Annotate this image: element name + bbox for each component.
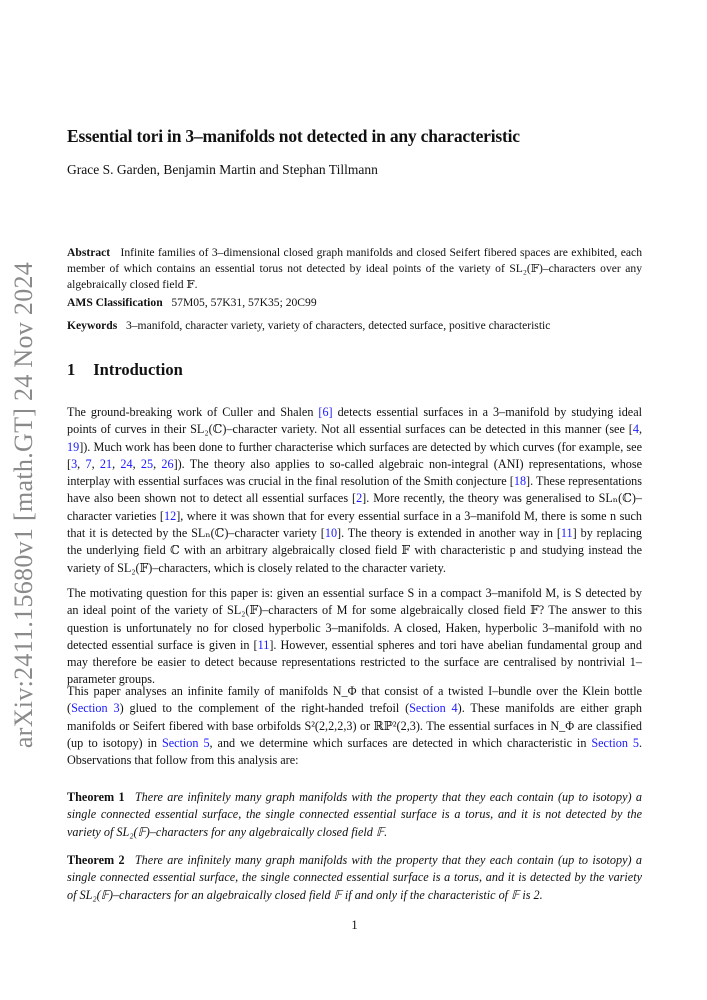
reference-link[interactable]: Section 3: [71, 701, 120, 716]
paragraph-text: ]. However, essential spheres and tori have abelian fundamental group and may therefore be easier to detect because representations restricted to the surface are centralised by nontrivial 1–parameter groups.: [67, 637, 642, 687]
reference-link[interactable]: 7: [85, 456, 92, 471]
ams-classification: [67, 295, 642, 311]
reference-link[interactable]: 18: [513, 474, 527, 489]
paragraph-text: ]. More recently, the theory was generalised to SLₙ(ℂ)–character varieties [: [67, 491, 642, 523]
paragraph-text: ) glued to the complement of the right-handed trefoil (: [119, 701, 410, 716]
reference-link[interactable]: 10: [324, 526, 338, 541]
theorem-label: Theorem 2: [67, 853, 125, 867]
ams-codes: 57M05, 57K31, 57K35; 20C99: [171, 296, 317, 309]
arxiv-stamp: [4, 261, 44, 749]
reference-link[interactable]: 3: [71, 456, 78, 471]
paragraph-text: ,: [132, 456, 141, 471]
reference-link[interactable]: 24: [120, 456, 133, 471]
reference-link[interactable]: Section 5: [591, 735, 639, 750]
reference-link[interactable]: [6]: [318, 405, 333, 419]
abstract: [67, 245, 642, 294]
paragraph-text: The motivating question for this paper is: given an essential surface S in a compact 3–manifold M, is S detected by an ideal point of the variety of SL₂(𝔽)–characters of M for some algebraically closed field 𝔽? The answer to this question is unfortunately no for closed hyperbolic 3–manifolds. A closed, Haken, hyperbolic 3–manifold with no detected essential surface is given in [: [67, 586, 642, 652]
paragraph-3: [67, 683, 642, 769]
paragraph-text: ], where it was shown that for every essential surface in a 3–manifold M, there is some n such that it is detected by the SLₙ(ℂ)–character variety [: [67, 508, 642, 541]
paragraph-text: ]. These representations have also been shown not to detect all essential surfaces [: [67, 474, 642, 506]
keywords-label: Keywords: [67, 319, 118, 332]
reference-link[interactable]: 12: [164, 508, 177, 523]
paragraph-text: ,: [77, 456, 86, 471]
paragraph-2: [67, 585, 642, 689]
paragraph-1: [67, 404, 642, 577]
section-heading: [67, 360, 183, 380]
keywords: [67, 318, 642, 334]
paragraph-text: ] by replacing the underlying field ℂ with an arbitrary algebraically closed field 𝔽 with characteristic p and studying instead the variety of SL₂(𝔽)–characters, which is closely related to the character variety.: [67, 526, 643, 575]
reference-link[interactable]: Section 4: [409, 701, 458, 716]
paragraph-text: ]. The theory is extended in another way in [: [337, 526, 561, 541]
theorem-text: There are infinitely many graph manifolds with the property that they each contain (up to isotopy) a single connected essential surface, the single connected essential surface is a torus, and it is detected by the variety of SL₂(𝔽)–characters for an algebraically closed field 𝔽 if and only if the characteristic of 𝔽 is 2.: [67, 853, 643, 902]
theorem-text: There are infinitely many graph manifolds with the property that they each contain (up to isotopy) a single connected essential surface, the single connected essential surface is a torus, and it is not detected by the variety of SL₂(𝔽)–characters for any algebraically closed field 𝔽.: [67, 790, 643, 839]
paragraph-text: ]). The theory also applies to so-called algebraic non-integral (ANI) representations, whose interplay with essential surfaces was crucial in the final resolution of the Smith conjecture [: [67, 456, 643, 489]
reference-link[interactable]: 4: [632, 422, 639, 437]
paper-authors: Grace S. Garden, Benjamin Martin and Stephan Tillmann: [67, 162, 378, 177]
reference-link[interactable]: Section 5: [161, 735, 210, 750]
reference-link[interactable]: 26: [161, 456, 174, 471]
reference-link[interactable]: 19: [67, 439, 80, 454]
ams-label: AMS Classification: [67, 296, 163, 309]
page-number: 1: [351, 918, 358, 932]
paragraph-text: ,: [153, 456, 162, 471]
reference-link[interactable]: 11: [257, 637, 270, 652]
section-number: 1: [67, 360, 76, 379]
keywords-text: 3–manifold, character variety, variety of characters, detected surface, positive characteristic: [125, 319, 551, 332]
paragraph-text: This paper analyses an infinite family of manifolds N_Φ that consist of a twisted I–bundle over the Klein bottle (: [67, 684, 642, 716]
reference-link[interactable]: 2: [356, 491, 363, 506]
abstract-text: Infinite families of 3–dimensional closed graph manifolds and closed Seifert fibered spaces are exhibited, each member of which contains an essential torus not detected by ideal points of the variety of SL₂(𝔽)–characters over any algebraically closed field 𝔽.: [67, 246, 642, 292]
paragraph-text: ]). Much work has been done to further characterise which surfaces are detected by which curves (for example, see [: [67, 439, 642, 471]
abstract-label: Abstract: [67, 246, 111, 259]
reference-link[interactable]: 11: [560, 526, 573, 541]
theorem-label: Theorem 1: [67, 790, 125, 804]
paragraph-text: The ground-breaking work of Culler and Shalen: [67, 405, 319, 419]
paragraph-text: detects essential surfaces in a 3–manifold by studying ideal points of curves in their SL₂(ℂ)–character variety. Not all essential surfaces can be detected in this manner (see [: [67, 405, 642, 437]
paragraph-text: ,: [91, 456, 100, 471]
paragraph-text: . Observations that follow from this analysis are:: [67, 735, 643, 768]
arxiv-stamp-text: arXiv:2411.15680v1 [math.GT] 24 Nov 2024: [9, 261, 38, 749]
reference-link[interactable]: 25: [140, 456, 154, 471]
reference-link[interactable]: 21: [99, 456, 113, 471]
section-title: Introduction: [93, 360, 183, 379]
theorem-2: [67, 852, 642, 904]
paragraph-text: ,: [112, 456, 121, 471]
paragraph-text: ). These manifolds are either graph manifolds or Seifert fibered with base orbifolds S²(2,2,2,3) or ℝℙ²(2,3). The essential surfaces in N_Φ are classified (up to isotopy) in: [67, 701, 643, 750]
theorem-1: [67, 789, 642, 841]
paper-title: Essential tori in 3–manifolds not detected in any characteristic: [67, 126, 520, 146]
paragraph-text: ,: [638, 422, 642, 437]
paragraph-text: , and we determine which surfaces are detected in which characteristic in: [209, 735, 592, 750]
